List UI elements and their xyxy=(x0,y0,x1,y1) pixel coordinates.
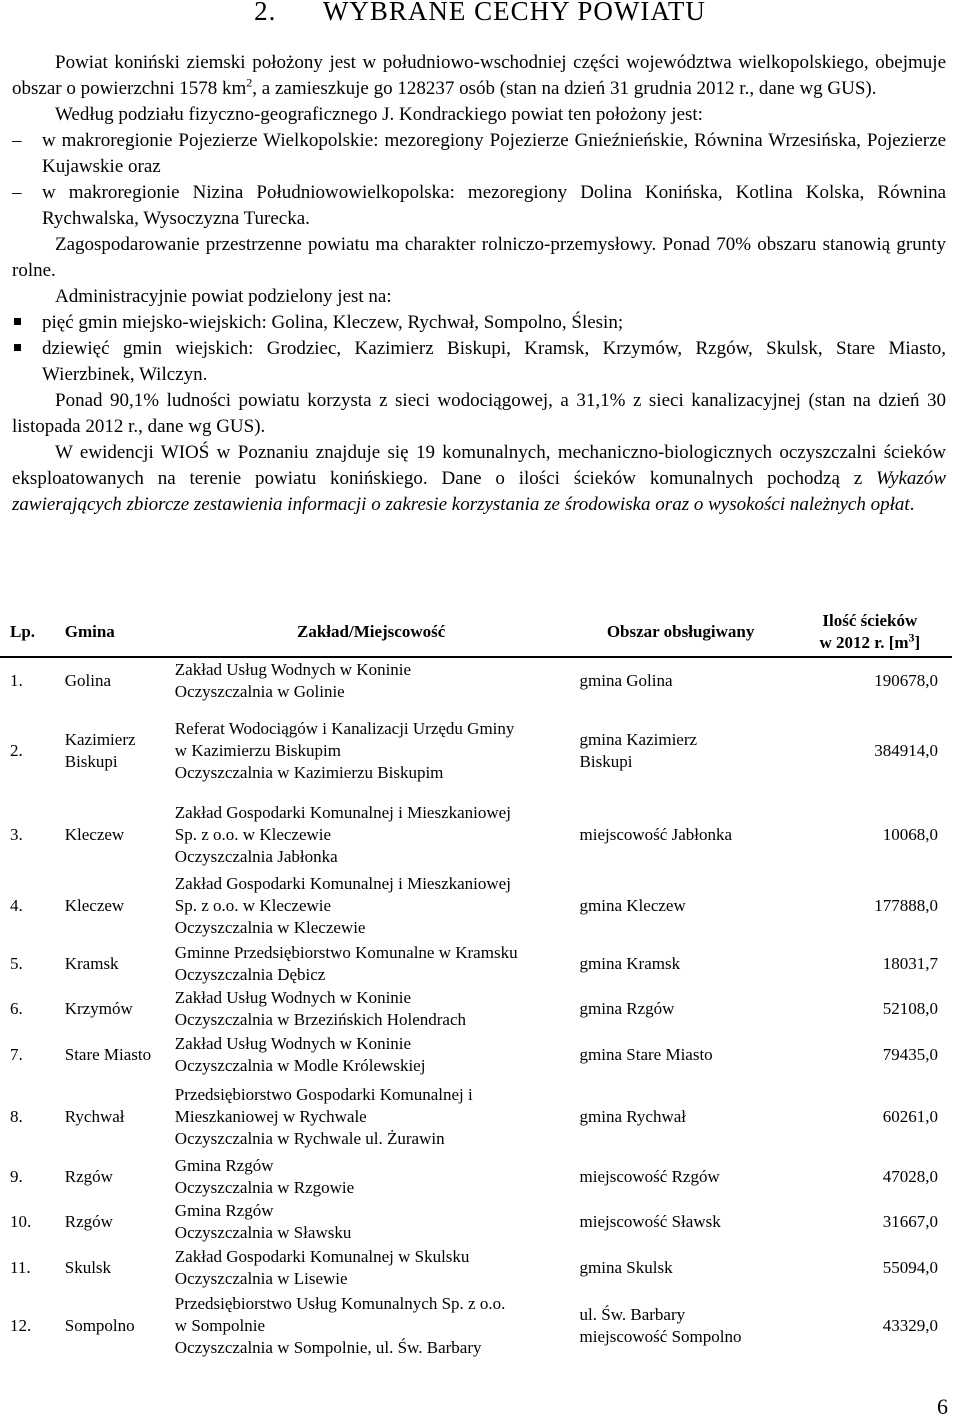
cell-zaklad-line: Sp. z o.o. w Kleczewie xyxy=(174,896,332,915)
cell-zaklad-line: Przedsiębiorstwo Gospodarki Komunalnej i xyxy=(174,1085,473,1104)
paragraph-wios-end: . xyxy=(909,494,915,515)
cell-zaklad xyxy=(169,1245,574,1291)
cell-obszar-line: gmina Kramsk xyxy=(579,954,681,973)
cell-zaklad-line: Oczyszczalnia w Kazimierzu Biskupim xyxy=(174,763,444,782)
cell-zaklad-line: Sp. z o.o. w Kleczewie xyxy=(174,825,332,844)
cell-gmina: Skulsk xyxy=(64,1258,112,1277)
header-gmina: Gmina xyxy=(59,608,169,657)
cell-gmina: Rzgów xyxy=(64,1212,113,1231)
cell-ilosc: 60261,0 xyxy=(882,1107,938,1126)
cell-gmina: Kleczew xyxy=(64,896,125,915)
cell-obszar xyxy=(574,871,788,941)
table-row xyxy=(0,1245,952,1291)
cell-zaklad xyxy=(169,703,574,799)
list-item-text: w makroregionie Pojezierze Wielkopolskie: mezoregiony Pojezierze Gnieźnieńskie, Równina Wrzesińska, Pojezierze Kujawskie oraz xyxy=(42,130,946,177)
cell-zaklad-line: Oczyszczalnia w Rychwale ul. Żurawin xyxy=(174,1129,445,1148)
cell-zaklad-line: Zakład Gospodarki Komunalnej i Mieszkaniowej xyxy=(174,874,511,893)
cell-lp: 2. xyxy=(10,741,23,760)
cell-zaklad-line: Referat Wodociągów i Kanalizacji Urzędu Gminy xyxy=(174,719,515,738)
cell-lp: 11. xyxy=(10,1258,31,1277)
header-lp: Lp. xyxy=(0,608,59,657)
cell-obszar-line: gmina Kleczew xyxy=(579,896,686,915)
cell-zaklad-line: Oczyszczalnia w Sompolnie, ul. Św. Barbary xyxy=(174,1338,482,1357)
cell-zaklad xyxy=(169,941,574,987)
cell-obszar xyxy=(574,1291,788,1361)
table-row xyxy=(0,1291,952,1361)
cell-obszar xyxy=(574,703,788,799)
cell-zaklad-line: Zakład Gospodarki Komunalnej i Mieszkaniowej xyxy=(174,803,511,822)
cell-zaklad xyxy=(169,799,574,871)
cell-zaklad xyxy=(169,1031,574,1079)
cell-ilosc: 52108,0 xyxy=(882,999,938,1018)
cell-ilosc: 79435,0 xyxy=(882,1045,938,1064)
cell-lp: 10. xyxy=(10,1212,32,1231)
cell-obszar-line: gmina Rzgów xyxy=(579,999,675,1018)
cell-obszar-line: miejscowość Rzgów xyxy=(579,1167,720,1186)
wastewater-table xyxy=(0,608,952,1361)
cell-gmina: Kramsk xyxy=(64,954,119,973)
table-row xyxy=(0,703,952,799)
cell-obszar xyxy=(574,987,788,1031)
cell-obszar xyxy=(574,1199,788,1245)
table-body xyxy=(0,657,952,1361)
cell-obszar-line: gmina Rychwał xyxy=(579,1107,687,1126)
cell-zaklad-line: Gmina Rzgów xyxy=(174,1156,274,1175)
cell-obszar-line: gmina Stare Miasto xyxy=(579,1045,713,1064)
cell-obszar-line: miejscowość Sławsk xyxy=(579,1212,721,1231)
header-ilosc xyxy=(788,608,952,657)
cell-zaklad xyxy=(169,987,574,1031)
cell-zaklad xyxy=(169,871,574,941)
cell-obszar-line: gmina Golina xyxy=(579,670,673,690)
cell-zaklad-line: w Sompolnie xyxy=(174,1316,265,1335)
cell-gmina: Rychwał xyxy=(64,1107,125,1126)
cell-zaklad-line: Oczyszczalnia w Rzgowie xyxy=(174,1178,355,1197)
list-item-text: dziewięć gmin wiejskich: Grodziec, Kazimierz Biskupi, Kramsk, Krzymów, Rzgów, Skulsk, Stare Miasto, Wierzbinek, Wilczyn. xyxy=(42,338,946,385)
list-item-text: w makroregionie Nizina Południowowielkopolska: mezoregiony Dolina Konińska, Kotlina Kolska, Równina Rychwalska, Wysoczyzna Turecka. xyxy=(42,182,946,229)
cell-zaklad-line: Oczyszczalnia w Golinie xyxy=(174,681,345,701)
cell-lp: 8. xyxy=(10,1107,23,1126)
cell-obszar-line: Biskupi xyxy=(579,752,633,771)
cell-zaklad-line: Przedsiębiorstwo Usług Komunalnych Sp. z o.o. xyxy=(174,1294,506,1313)
cell-zaklad-line: Gminne Przedsiębiorstwo Komunalne w Kramsku xyxy=(174,943,518,962)
square-bullet-icon xyxy=(14,318,21,325)
body-text xyxy=(12,50,946,518)
list-item xyxy=(12,180,946,232)
table-row xyxy=(0,1199,952,1245)
cell-obszar-line: gmina Skulsk xyxy=(579,1258,673,1277)
cell-zaklad-line: Zakład Usług Wodnych w Koninie xyxy=(174,659,412,679)
cell-ilosc: 43329,0 xyxy=(882,1316,938,1335)
dash-marker: – xyxy=(12,182,22,203)
cell-zaklad-line: Zakład Gospodarki Komunalnej w Skulsku xyxy=(174,1247,470,1266)
header-ilosc-sup: 3 xyxy=(908,630,915,645)
cell-ilosc: 10068,0 xyxy=(882,825,938,844)
cell-obszar-line: miejscowość Jabłonka xyxy=(579,825,733,844)
table-row xyxy=(0,657,952,703)
header-ilosc-line1: Ilość ścieków xyxy=(822,611,918,630)
header-zaklad: Zakład/Miejscowość xyxy=(169,608,574,657)
cell-lp: 9. xyxy=(10,1167,23,1186)
cell-lp: 5. xyxy=(10,954,23,973)
cell-obszar xyxy=(574,657,788,703)
cell-zaklad-line: Gmina Rzgów xyxy=(174,1201,274,1220)
cell-ilosc: 31667,0 xyxy=(882,1212,938,1231)
paragraph-area xyxy=(12,50,946,102)
dash-marker: – xyxy=(12,130,22,151)
cell-zaklad xyxy=(169,1079,574,1155)
cell-ilosc: 190678,0 xyxy=(874,670,938,690)
cell-obszar-line: miejscowość Sompolno xyxy=(579,1327,742,1346)
table-row xyxy=(0,1031,952,1079)
table-row xyxy=(0,987,952,1031)
table-row xyxy=(0,871,952,941)
cell-ilosc: 18031,7 xyxy=(882,954,938,973)
cell-zaklad-line: Mieszkaniowej w Rychwale xyxy=(174,1107,367,1126)
cell-gmina: Stare Miasto xyxy=(64,1045,152,1064)
cell-obszar xyxy=(574,1245,788,1291)
cell-obszar xyxy=(574,1155,788,1199)
cell-ilosc: 177888,0 xyxy=(874,896,938,915)
cell-gmina: Rzgów xyxy=(64,1167,113,1186)
cell-zaklad xyxy=(169,1291,574,1361)
list-item-text: pięć gmin miejsko-wiejskich: Golina, Kleczew, Rychwał, Sompolno, Ślesin; xyxy=(42,312,624,333)
paragraph-land-use: Zagospodarowanie przestrzenne powiatu ma charakter rolniczo-przemysłowy. Ponad 70% obszaru stanowią grunty rolne. xyxy=(12,234,946,281)
km-superscript: 2 xyxy=(246,75,253,90)
cell-obszar xyxy=(574,941,788,987)
cell-obszar-line: ul. Św. Barbary xyxy=(579,1305,686,1324)
cell-zaklad-line: Oczyszczalnia Dębicz xyxy=(174,965,326,984)
cell-zaklad-line: Zakład Usług Wodnych w Koninie xyxy=(174,988,412,1007)
cell-obszar-line: gmina Kazimierz xyxy=(579,730,698,749)
document-title-italic: Wykazów zawierających zbiorcze zestawienia informacji o zakresie korzystania ze środowiska oraz o wysokości należnych opłat xyxy=(12,468,946,515)
paragraph-area-text: Powiat koniński ziemski położony jest w południowo-wschodniej części województwa wielkopolskiego, obejmuje obszar o powierzchni 1578 km xyxy=(12,52,946,99)
table-row xyxy=(0,941,952,987)
section-heading: 2. WYBRANE CECHY POWIATU xyxy=(254,0,706,26)
cell-zaklad-line: Zakład Usług Wodnych w Koninie xyxy=(174,1034,412,1053)
cell-gmina: Kleczew xyxy=(64,825,125,844)
cell-lp: 3. xyxy=(10,825,23,844)
paragraph-admin: Administracyjnie powiat podzielony jest na: xyxy=(55,286,392,307)
cell-zaklad-line: Oczyszczalnia Jabłonka xyxy=(174,847,338,866)
paragraph-wios xyxy=(12,440,946,518)
table-header-row xyxy=(0,608,952,657)
list-item xyxy=(12,128,946,180)
cell-lp: 7. xyxy=(10,1045,23,1064)
paragraph-kondracki: Według podziału fizyczno-geograficznego J. Kondrackiego powiat ten położony jest: xyxy=(55,104,703,125)
cell-zaklad-line: Oczyszczalnia w Sławsku xyxy=(174,1223,352,1242)
table-row xyxy=(0,1079,952,1155)
cell-gmina: Golina xyxy=(64,670,112,690)
cell-obszar xyxy=(574,799,788,871)
paragraph-water: Ponad 90,1% ludności powiatu korzysta z sieci wodociągowej, a 31,1% z sieci kanalizacyjnej (stan na dzień 30 listopada 2012 r., dane wg GUS). xyxy=(12,390,946,437)
cell-zaklad xyxy=(169,1199,574,1245)
cell-gmina: Sompolno xyxy=(64,1316,135,1335)
cell-gmina: Kazimierz Biskupi xyxy=(64,730,136,771)
cell-ilosc: 47028,0 xyxy=(882,1167,938,1186)
cell-lp: 6. xyxy=(10,999,23,1018)
cell-zaklad-line: Oczyszczalnia w Modle Królewskiej xyxy=(174,1056,426,1075)
cell-zaklad-line: Oczyszczalnia w Brzezińskich Holendrach xyxy=(174,1010,467,1029)
cell-obszar xyxy=(574,1031,788,1079)
square-bullet-icon xyxy=(14,344,21,351)
list-item xyxy=(12,336,946,388)
cell-obszar xyxy=(574,1079,788,1155)
cell-ilosc: 55094,0 xyxy=(882,1258,938,1277)
list-item xyxy=(12,310,946,336)
cell-zaklad xyxy=(169,1155,574,1199)
paragraph-area-text-end: , a zamieszkuje go 128237 osób (stan na dzień 31 grudnia 2012 r., dane wg GUS). xyxy=(252,78,877,99)
paragraph-wios-text: W ewidencji WIOŚ w Poznaniu znajduje się 19 komunalnych, mechaniczno-biologicznych oczyszczalni ścieków eksploatowanych na terenie powiatu konińskiego. Dane o ilości ścieków komunalnych pochodzą z xyxy=(12,442,946,489)
cell-zaklad-line: w Kazimierzu Biskupim xyxy=(174,741,341,760)
cell-lp: 1. xyxy=(10,670,23,690)
cell-ilosc: 384914,0 xyxy=(874,741,938,760)
header-ilosc-line2: w 2012 r. [m xyxy=(819,633,909,652)
header-ilosc-close: ] xyxy=(914,633,921,652)
table-row xyxy=(0,1155,952,1199)
table-row xyxy=(0,799,952,871)
header-obszar: Obszar obsługiwany xyxy=(574,608,788,657)
cell-lp: 4. xyxy=(10,896,23,915)
page-number: 6 xyxy=(937,1394,948,1419)
cell-zaklad-line: Oczyszczalnia w Kleczewie xyxy=(174,918,366,937)
cell-zaklad-line: Oczyszczalnia w Lisewie xyxy=(174,1269,348,1288)
cell-zaklad xyxy=(169,657,574,703)
cell-gmina: Krzymów xyxy=(64,999,133,1018)
cell-lp: 12. xyxy=(10,1316,32,1335)
